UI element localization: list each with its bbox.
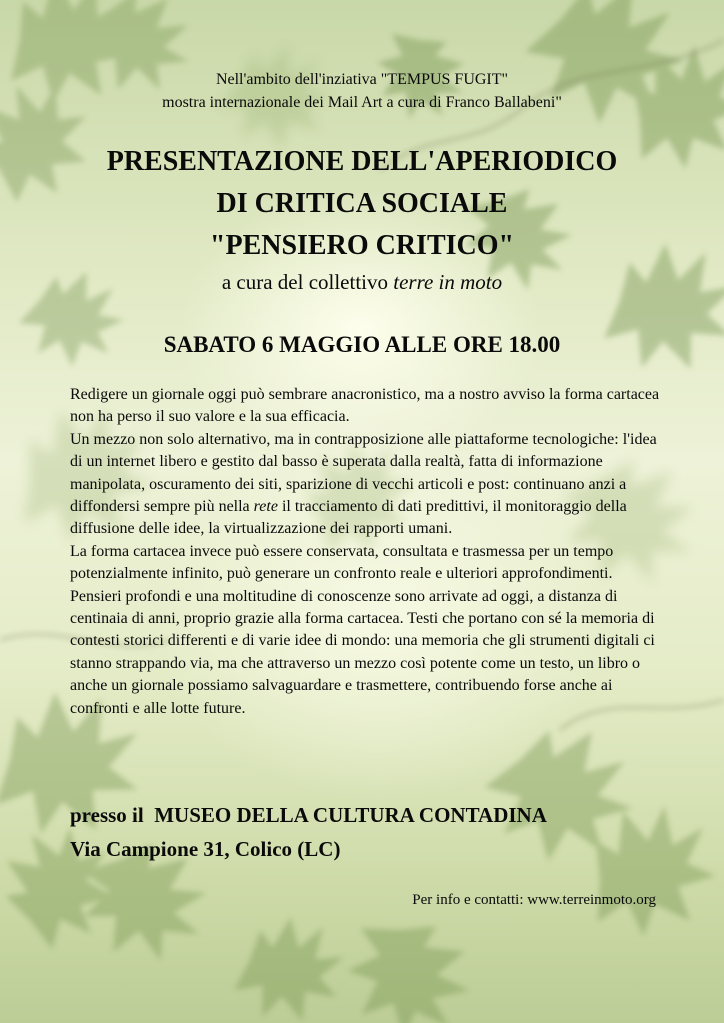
body-text (70, 384, 660, 720)
body-paragraph-2-start: Un mezzo non solo alternativo, ma in contrapposizione alle piattaforme tecnologiche: l'idea di un internet libero e gestito dal basso è superata dalla realtà, fatta di informazione manipolata, oscuramento dei siti, sparizione di vecchi articoli e post: continuano anzi a diffondersi sempre più nella (70, 430, 657, 516)
title-line-1: PRESENTAZIONE DELL'APERIODICO (106, 146, 618, 177)
venue-name: presso il MUSEO DELLA CULTURA CONTADINA (70, 803, 547, 827)
intro-line-2: mostra internazionale dei Mail Art a cura di Franco Ballabeni" (162, 94, 562, 111)
body-paragraph-2-italic: rete (253, 498, 278, 516)
curated-by (0, 268, 724, 296)
collective-name: terre in moto (393, 270, 503, 294)
body-paragraph-3: La forma cartacea invece può essere conservata, consultata e trasmessa per un tempo potenzialmente infinito, può generare un confronto reale e ulteriori approfondimenti. Pensieri profondi e una moltitudine di conoscenze sono arrivate ad oggi, a distanza di centinaia di anni, proprio grazie alla forma cartacea. Testi che portano con sé la memoria di contesti storici differenti e di varie idee di mondo: una memoria che gli strumenti digitali ci stanno strappando via, ma che attraverso un mezzo così potente come un testo, un libro o anche un giornale possiamo salvaguardare e trasmettere, contribuendo forse anche ai confronti e alle lotte future. (70, 542, 655, 717)
event-date: SABATO 6 MAGGIO ALLE ORE 18.00 (163, 332, 561, 357)
body-paragraph-2-end: il tracciamento di dati predittivi, il monitoraggio della diffusione delle idee, la virtualizzazione dei rapporti umani. (70, 498, 627, 538)
body-paragraph-1: Redigere un giornale oggi può sembrare anacronistico, ma a nostro avviso la forma cartacea non ha perso il suo valore e la sua efficacia. (70, 386, 660, 426)
venue-line-1 (70, 800, 670, 830)
title-line-2: DI CRITICA SOCIALE (216, 188, 508, 219)
contact-info: Per info e contatti: www.terreinmoto.org (412, 892, 656, 908)
title-line-3: "PENSIERO CRITICO" (209, 230, 515, 261)
venue-address: Via Campione 31, Colico (LC) (70, 837, 341, 861)
curated-by-prefix: a cura del collettivo (221, 270, 394, 294)
intro-line-1: Nell'ambito dell'inziativa "TEMPUS FUGIT" (215, 71, 509, 88)
body-paragraph-2 (70, 429, 660, 541)
